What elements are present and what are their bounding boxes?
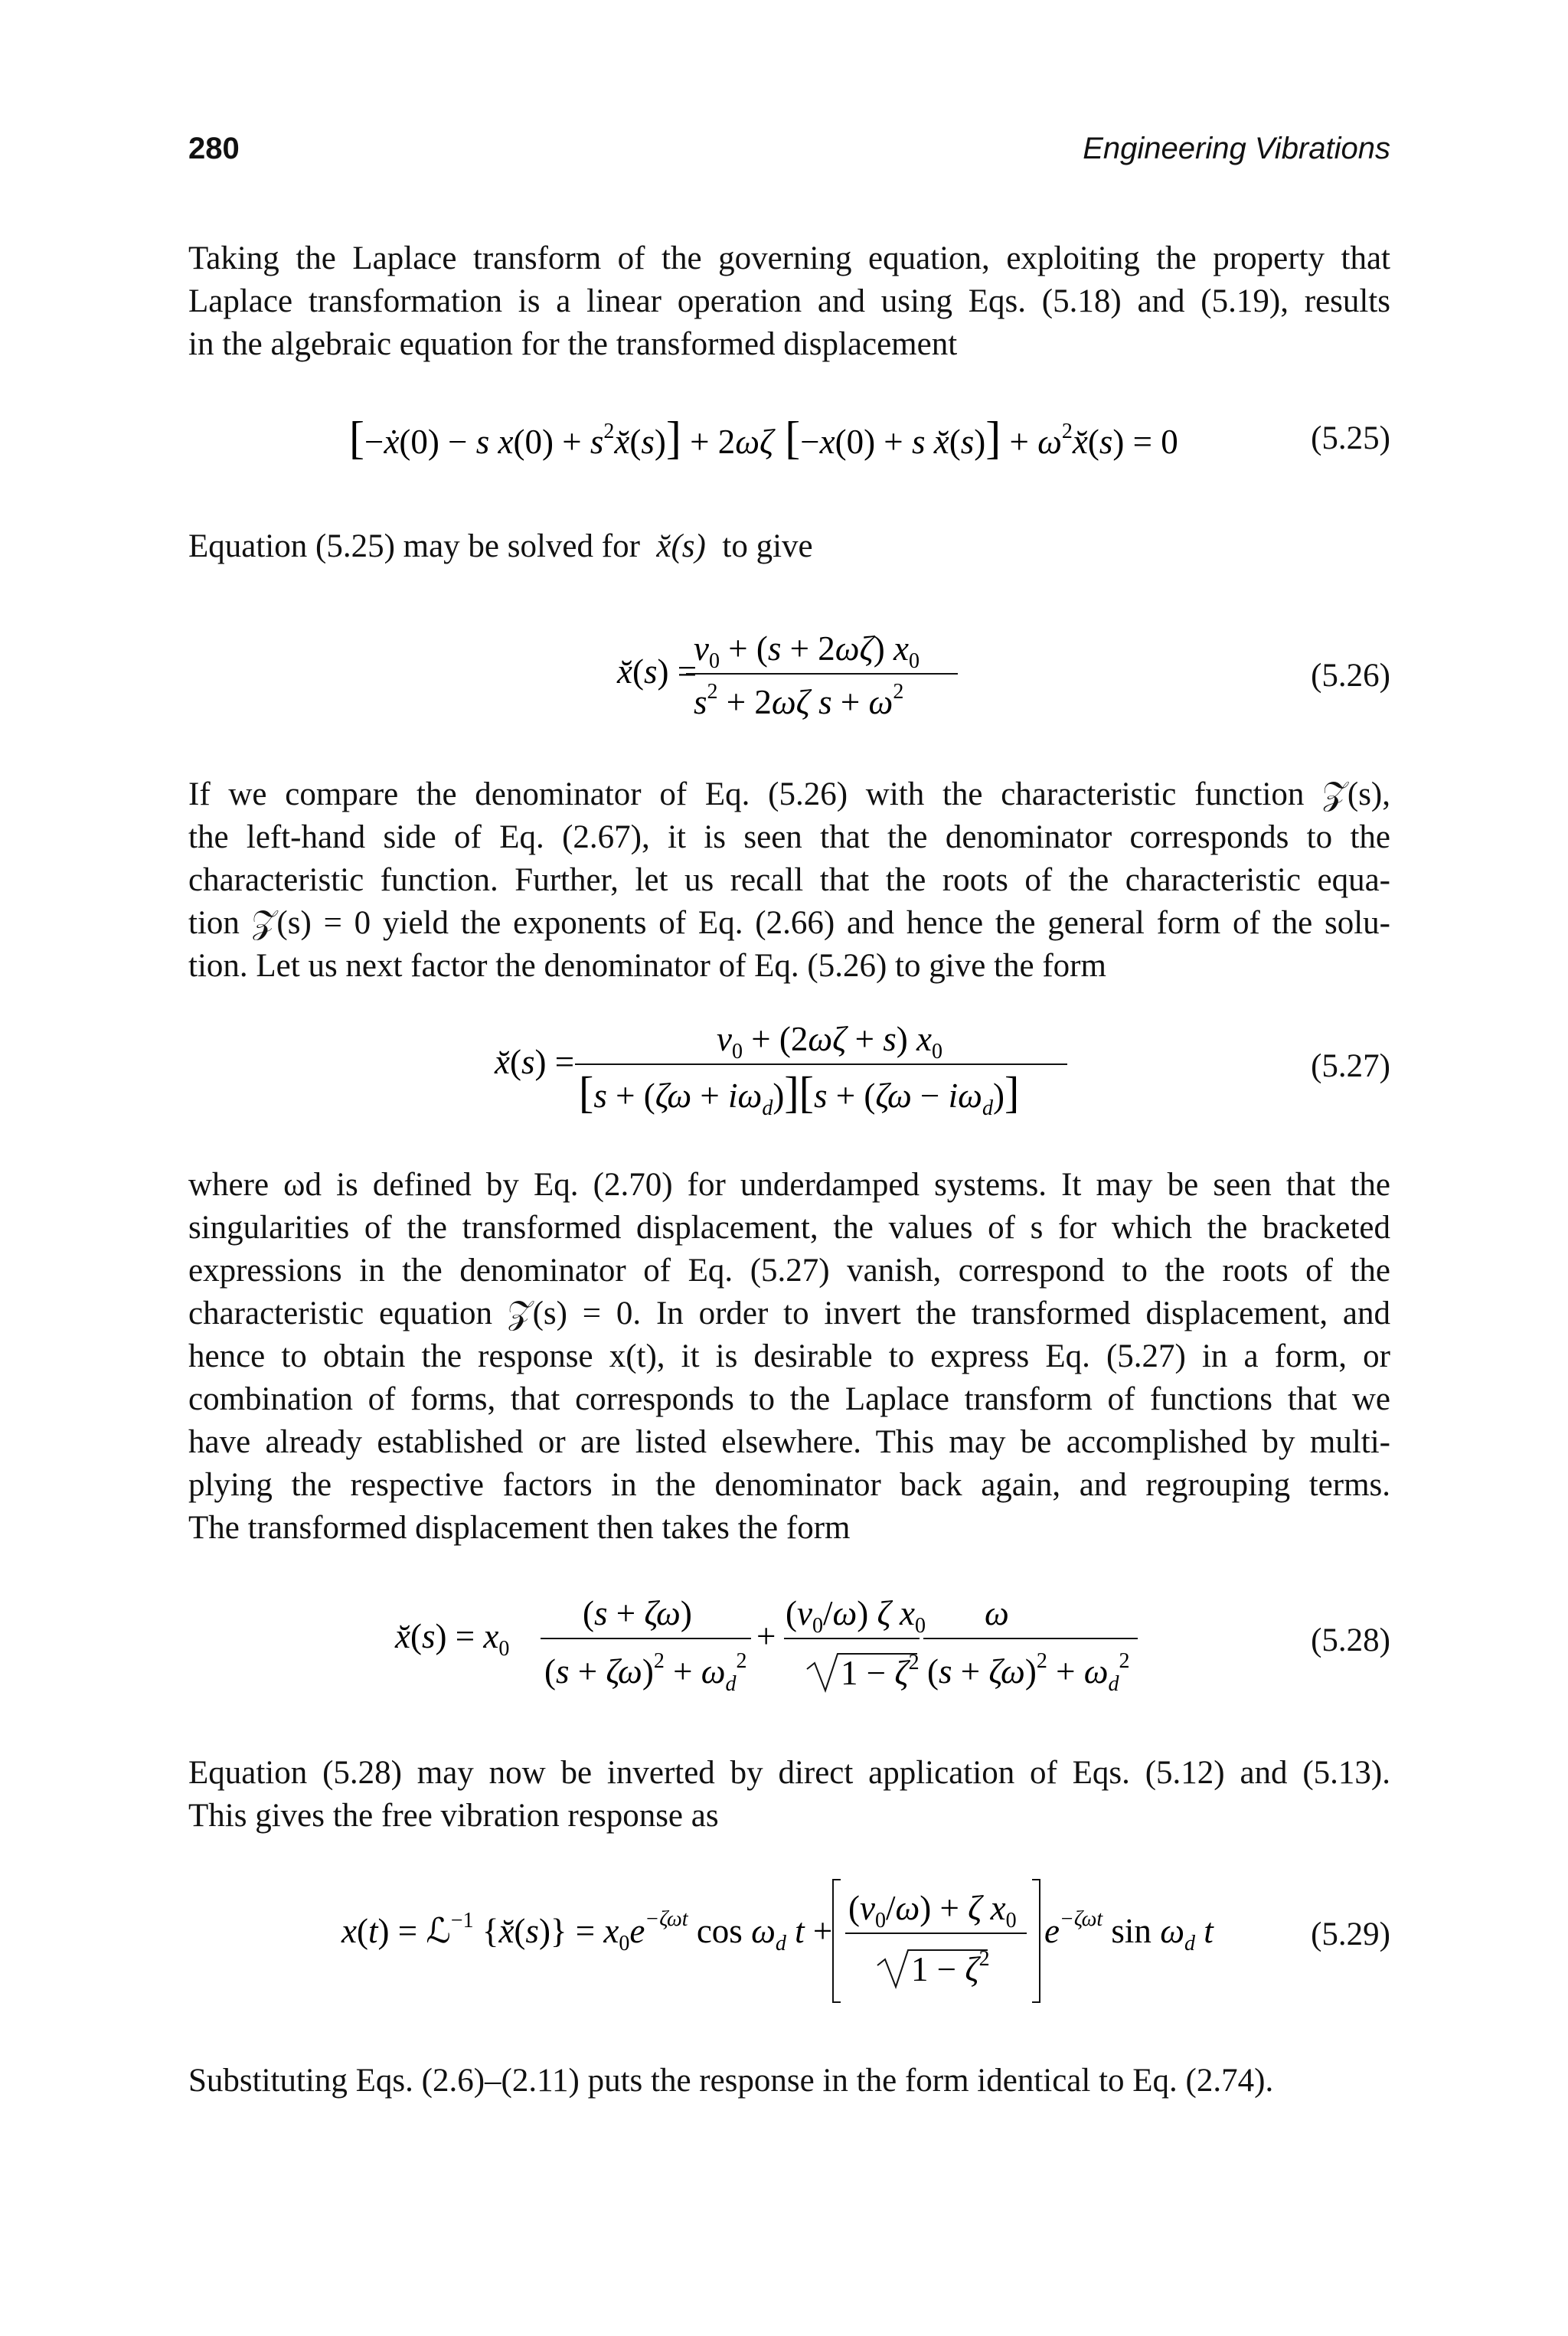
text-line: Substituting Eqs. (2.6)–(2.11) puts the response in the form identical to Eq. (2.74). [188, 2063, 1274, 2099]
svg-text:x(t) = ℒ−1 {x̆(s)} = x0e−ζωt c: x(t) = ℒ$^{-1}$ {x̆(s)} = $x_0e^{-\zeta\omega t}$ $\cos \omega_d$ t + [341, 1907, 833, 1955]
paragraph-1 [188, 237, 1390, 366]
svg-text:(s + ζω)2 + ωd2: $(s + \zeta\omega)^2 + \omega_d^2$ [544, 1649, 747, 1696]
svg-text:(v0/ω) + ζ x0: $(v_0/\omega) + \zeta$ $x_0$ [848, 1889, 1017, 1933]
text-line: characteristic function. Further, let us recall that the roots of the characteristic equa- [188, 862, 1390, 898]
equation-5-28 [188, 1577, 1390, 1707]
text-fragment: to give [722, 528, 813, 564]
svg-text:(s + ζω): (s + ζω) [583, 1594, 692, 1632]
paragraph-2 [188, 525, 1390, 568]
svg-text:v0 + (s + 2ωζ) x0: $v_0 + (s + 2\omega\zeta)$ $x_0$ [694, 629, 920, 673]
text-line: characteristic equation 𝒵(s) = 0. In order to invert the transformed displacement, and [188, 1295, 1390, 1331]
text-line: If we compare the denominator of Eq. (5.26) with the characteristic function 𝒵(s), [188, 776, 1390, 812]
text-line: where ωd is defined by Eq. (2.70) for underdamped systems. It may be seen that the [188, 1167, 1390, 1203]
equation-5-29 [188, 1857, 1390, 2010]
equation-5-26 [188, 613, 1390, 735]
text-line: The transformed displacement then takes the form [188, 1510, 851, 1546]
text-fragment: Equation (5.25) may be solved for [188, 528, 640, 564]
text-line: the left-hand side of Eq. (2.67), it is seen that the denominator corresponds to the [188, 819, 1390, 855]
paragraph-4 [188, 1164, 1390, 1550]
paragraph-5 [188, 1752, 1390, 1838]
svg-text:(s + ζω)2 + ωd2: $(s + \zeta\omega)^2 + \omega_d^2$ [927, 1649, 1130, 1696]
svg-text:[−ẋ(0) − s x(0) + s2x̆(s)] + 2: [−ẋ(0) − s $x(0) + s^2x̆(s)] + 2\omega\zeta$ [−x(0) + s x̆(s)] + $\omega^2x̆(s) = 0$ [349, 413, 1178, 463]
svg-text:(v0/ω) ζ x0: $(v_0/\omega)$ ζ $x_0$ [786, 1594, 926, 1638]
paragraph-6 [188, 2060, 1390, 2102]
text-line: This gives the free vibration response as [188, 1798, 719, 1834]
text-line: Taking the Laplace transform of the governing equation, exploiting the property that [188, 240, 1390, 276]
equation-5-27 [188, 1003, 1390, 1126]
svg-text:+: + [756, 1617, 776, 1655]
svg-text:x̆(s) =: x̆(s) = [617, 652, 697, 691]
running-header [188, 132, 1390, 178]
equation-number: (5.26) [1311, 658, 1390, 694]
inline-math: x̆(s) [648, 528, 714, 564]
text-line: Equation (5.28) may now be inverted by direct application of Eqs. (5.12) and (5.13). [188, 1755, 1390, 1791]
equation-number: (5.28) [1311, 1622, 1390, 1658]
text-line: combination of forms, that corresponds to the Laplace transform of functions that we [188, 1381, 1390, 1417]
text-line: have already established or are listed elsewhere. This may be accomplished by multi- [188, 1424, 1390, 1460]
svg-text:ω: ω [985, 1594, 1009, 1632]
text-line: tion 𝒵(s) = 0 yield the exponents of Eq. (2.66) and hence the general form of the solu- [188, 905, 1390, 941]
text-line: plying the respective factors in the denominator back again, and regrouping terms. [188, 1467, 1390, 1503]
page-number: 280 [188, 132, 240, 165]
equation-number: (5.27) [1311, 1048, 1390, 1084]
text-line: Laplace transformation is a linear operation and using Eqs. (5.18) and (5.19), results [188, 283, 1390, 319]
svg-text:[s + (ζω + iωd)][s + (ζω − iωd: $[s + (\zeta\omega + i\omega_d)][s + (\zeta\omega - i\omega_d)]$ [579, 1067, 1020, 1120]
equation-5-25 [188, 406, 1390, 475]
equation-number: (5.25) [1311, 420, 1390, 456]
svg-text:1 − ζ2: $1 - \zeta^2$ [841, 1651, 920, 1692]
text-line: hence to obtain the response x(t), it is desirable to express Eq. (5.27) in a form, or [188, 1338, 1390, 1374]
text-line: singularities of the transformed displacement, the values of s for which the bracketed [188, 1210, 1390, 1246]
svg-text:s2 + 2ωζ s + ω2: $s^2 + 2\omega\zeta$ $s + \omega^2$ [694, 680, 904, 721]
equation-number: (5.29) [1311, 1916, 1390, 1952]
svg-text:x̆(s) =: x̆(s) = [495, 1043, 575, 1081]
text-line: in the algebraic equation for the transformed displacement [188, 326, 958, 362]
svg-text:e−ζωt sin ωd t: $e^{-\zeta\omega t}$ $\sin \omega_d$ t [1044, 1907, 1214, 1955]
text-line: expressions in the denominator of Eq. (5.27) vanish, correspond to the roots of the [188, 1253, 1390, 1289]
svg-text:1 − ζ2: $1 - \zeta^2$ [911, 1947, 990, 1988]
text-line: tion. Let us next factor the denominator of Eq. (5.26) to give the form [188, 948, 1106, 984]
svg-text:x̆(s) = x0: x̆(s) = $x_0$ [395, 1617, 510, 1661]
svg-text:v0 + (2ωζ + s) x0: $v_0 + (2\omega\zeta + s)$ $x_0$ [717, 1020, 942, 1063]
paragraph-3 [188, 773, 1390, 988]
book-title: Engineering Vibrations [1083, 132, 1390, 165]
